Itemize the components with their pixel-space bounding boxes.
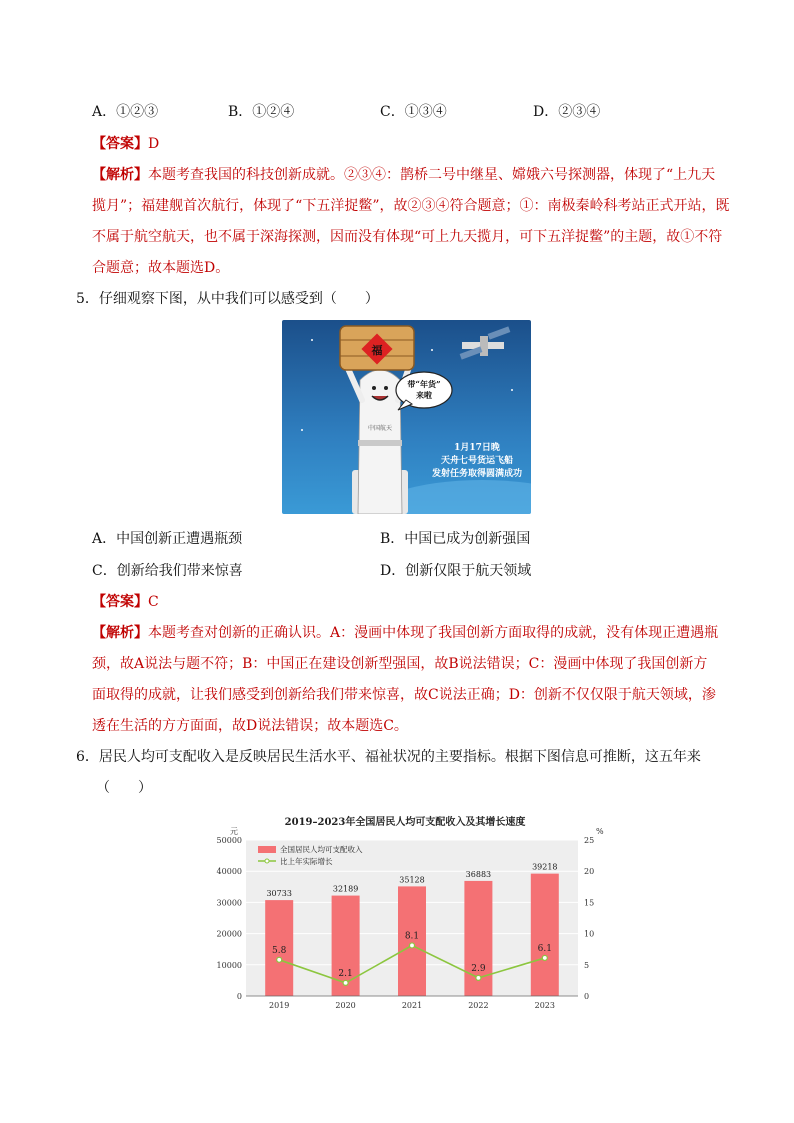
comic-illustration (282, 320, 531, 514)
answer-tag: 【答案】 (92, 136, 148, 152)
q4-answer (92, 133, 159, 153)
answer-tag: 【答案】 (92, 594, 148, 610)
y-left-tick-label: 10000 (216, 960, 242, 970)
x-tick-label: 2020 (335, 1001, 356, 1010)
q4-analysis-line-2: 揽月”；福建舰首次航行，体现了“下五洋捉鳖”，故②③④符合题意；①：南极秦岭科考站正式开站，既 (92, 198, 730, 214)
q6-stem-line-1: 6．居民人均可支配收入是反映居民生活水平、福祉状况的主要指标。根据下图信息可推断，这五年来 (76, 749, 701, 765)
q5-option-a: A．中国创新正遭遇瓶颈 (92, 531, 243, 547)
bar-value-label: 36883 (465, 869, 492, 879)
q5-option-b: B．中国已成为创新强国 (380, 531, 531, 547)
analysis-tag: 【解析】 (92, 625, 148, 641)
q5-option-c: C．创新给我们带来惊喜 (92, 563, 243, 579)
q4-option-a: A．①②③ (92, 104, 159, 120)
y-right-unit: % (596, 827, 604, 836)
rocket-label: 中国航天 (367, 425, 393, 432)
legend-bar-swatch (258, 846, 276, 853)
growth-value-label: 2.1 (338, 968, 353, 979)
growth-point (343, 980, 348, 985)
y-left-unit: 元 (230, 827, 238, 836)
bar-value-label: 39218 (532, 862, 558, 872)
growth-point (542, 955, 547, 960)
y-right-tick-label: 25 (584, 836, 595, 845)
caption-line-3: 发射任务取得圆满成功 (431, 469, 523, 479)
bubble-line-1: 带“年货” (407, 379, 441, 389)
q4-option-c: C．①③④ (380, 104, 447, 120)
q4-analysis-line-1 (92, 164, 715, 184)
growth-value-label: 5.8 (272, 945, 287, 956)
bar-value-label: 32189 (332, 884, 359, 894)
q4-analysis-line-4: 合题意；故本题选D。 (92, 260, 230, 276)
chart-title: 2019–2023年全国居民人均可支配收入及其增长速度 (284, 817, 526, 828)
x-tick-label: 2019 (269, 1001, 290, 1010)
growth-point (277, 957, 282, 962)
y-left-tick-label: 40000 (216, 867, 242, 877)
y-right-tick-label: 20 (584, 867, 595, 877)
q5-option-d: D．创新仅限于航天领域 (380, 563, 532, 579)
growth-value-label: 2.9 (471, 963, 486, 974)
q6-stem-line-2: （ ） (96, 780, 152, 796)
y-left-tick-label: 30000 (216, 898, 242, 908)
cargo-box-icon (340, 326, 414, 370)
comic-svg (282, 320, 531, 514)
x-tick-label: 2021 (401, 1001, 423, 1010)
q5-analysis-line-3: 面取得的成就，让我们感受到创新给我们带来惊喜，故C说法正确；D：创新不仅仅限于航天领域，渗 (92, 687, 716, 703)
q5-analysis-line-1 (92, 622, 718, 642)
y-left-tick-label: 20000 (216, 929, 242, 939)
y-right-tick-label: 15 (584, 898, 595, 908)
q4-analysis-line-3: 不属于航空航天，也不属于深海探测，因而没有体现“可上九天揽月，可下五洋捉鳖”的主题，故①不符 (92, 229, 723, 245)
legend-line-marker (265, 859, 269, 863)
q5-stem: 5．仔细观察下图，从中我们可以感受到（ ） (76, 291, 379, 307)
answer-value: C (148, 594, 159, 610)
y-right-tick-label: 5 (584, 960, 590, 970)
growth-value-label: 8.1 (404, 931, 420, 942)
growth-point (476, 975, 481, 980)
y-right-tick-label: 10 (584, 929, 595, 939)
bar-value-label: 30733 (266, 889, 292, 899)
q5-answer (92, 591, 159, 611)
bar (531, 874, 559, 996)
x-tick-label: 2022 (468, 1001, 489, 1010)
analysis-text: 本题考查我国的科技创新成就。②③④：鹊桥二号中继星、嫦娥六号探测器，体现了“上九天 (148, 167, 716, 183)
y-left-tick-label: 0 (236, 992, 242, 1001)
x-tick-label: 2023 (534, 1001, 555, 1010)
legend-line-label: 比上年实际增长 (280, 857, 333, 866)
bar-value-label: 35128 (399, 875, 425, 885)
answer-value: D (148, 136, 160, 152)
income-chart-svg (200, 812, 610, 1020)
q5-analysis-line-2: 颈，故A说法与题不符；B：中国正在建设创新型强国，故B说法错误；C：漫画中体现了我国创新方 (92, 656, 708, 672)
analysis-tag: 【解析】 (92, 167, 148, 183)
fu-character: 福 (371, 344, 383, 357)
q5-analysis-line-4: 透在生活的方方面面，故D说法错误；故本题选C。 (92, 718, 408, 734)
growth-point (410, 943, 415, 948)
legend-bar-label: 全国居民人均可支配收入 (280, 845, 363, 854)
growth-value-label: 6.1 (537, 943, 552, 954)
income-chart (200, 812, 610, 1020)
q4-option-d: D．②③④ (533, 104, 601, 120)
caption-line-2: 天舟七号货运飞船 (440, 456, 514, 466)
y-left-tick-label: 50000 (216, 836, 242, 845)
y-right-tick-label: 0 (584, 992, 590, 1001)
caption-line-1: 1月17日晚 (454, 443, 500, 453)
bubble-line-2: 来啦 (416, 390, 432, 400)
q4-option-b: B．①②④ (228, 104, 295, 120)
analysis-text: 本题考查对创新的正确认识。A：漫画中体现了我国创新方面取得的成就，没有体现正遭遇瓶 (148, 625, 719, 641)
